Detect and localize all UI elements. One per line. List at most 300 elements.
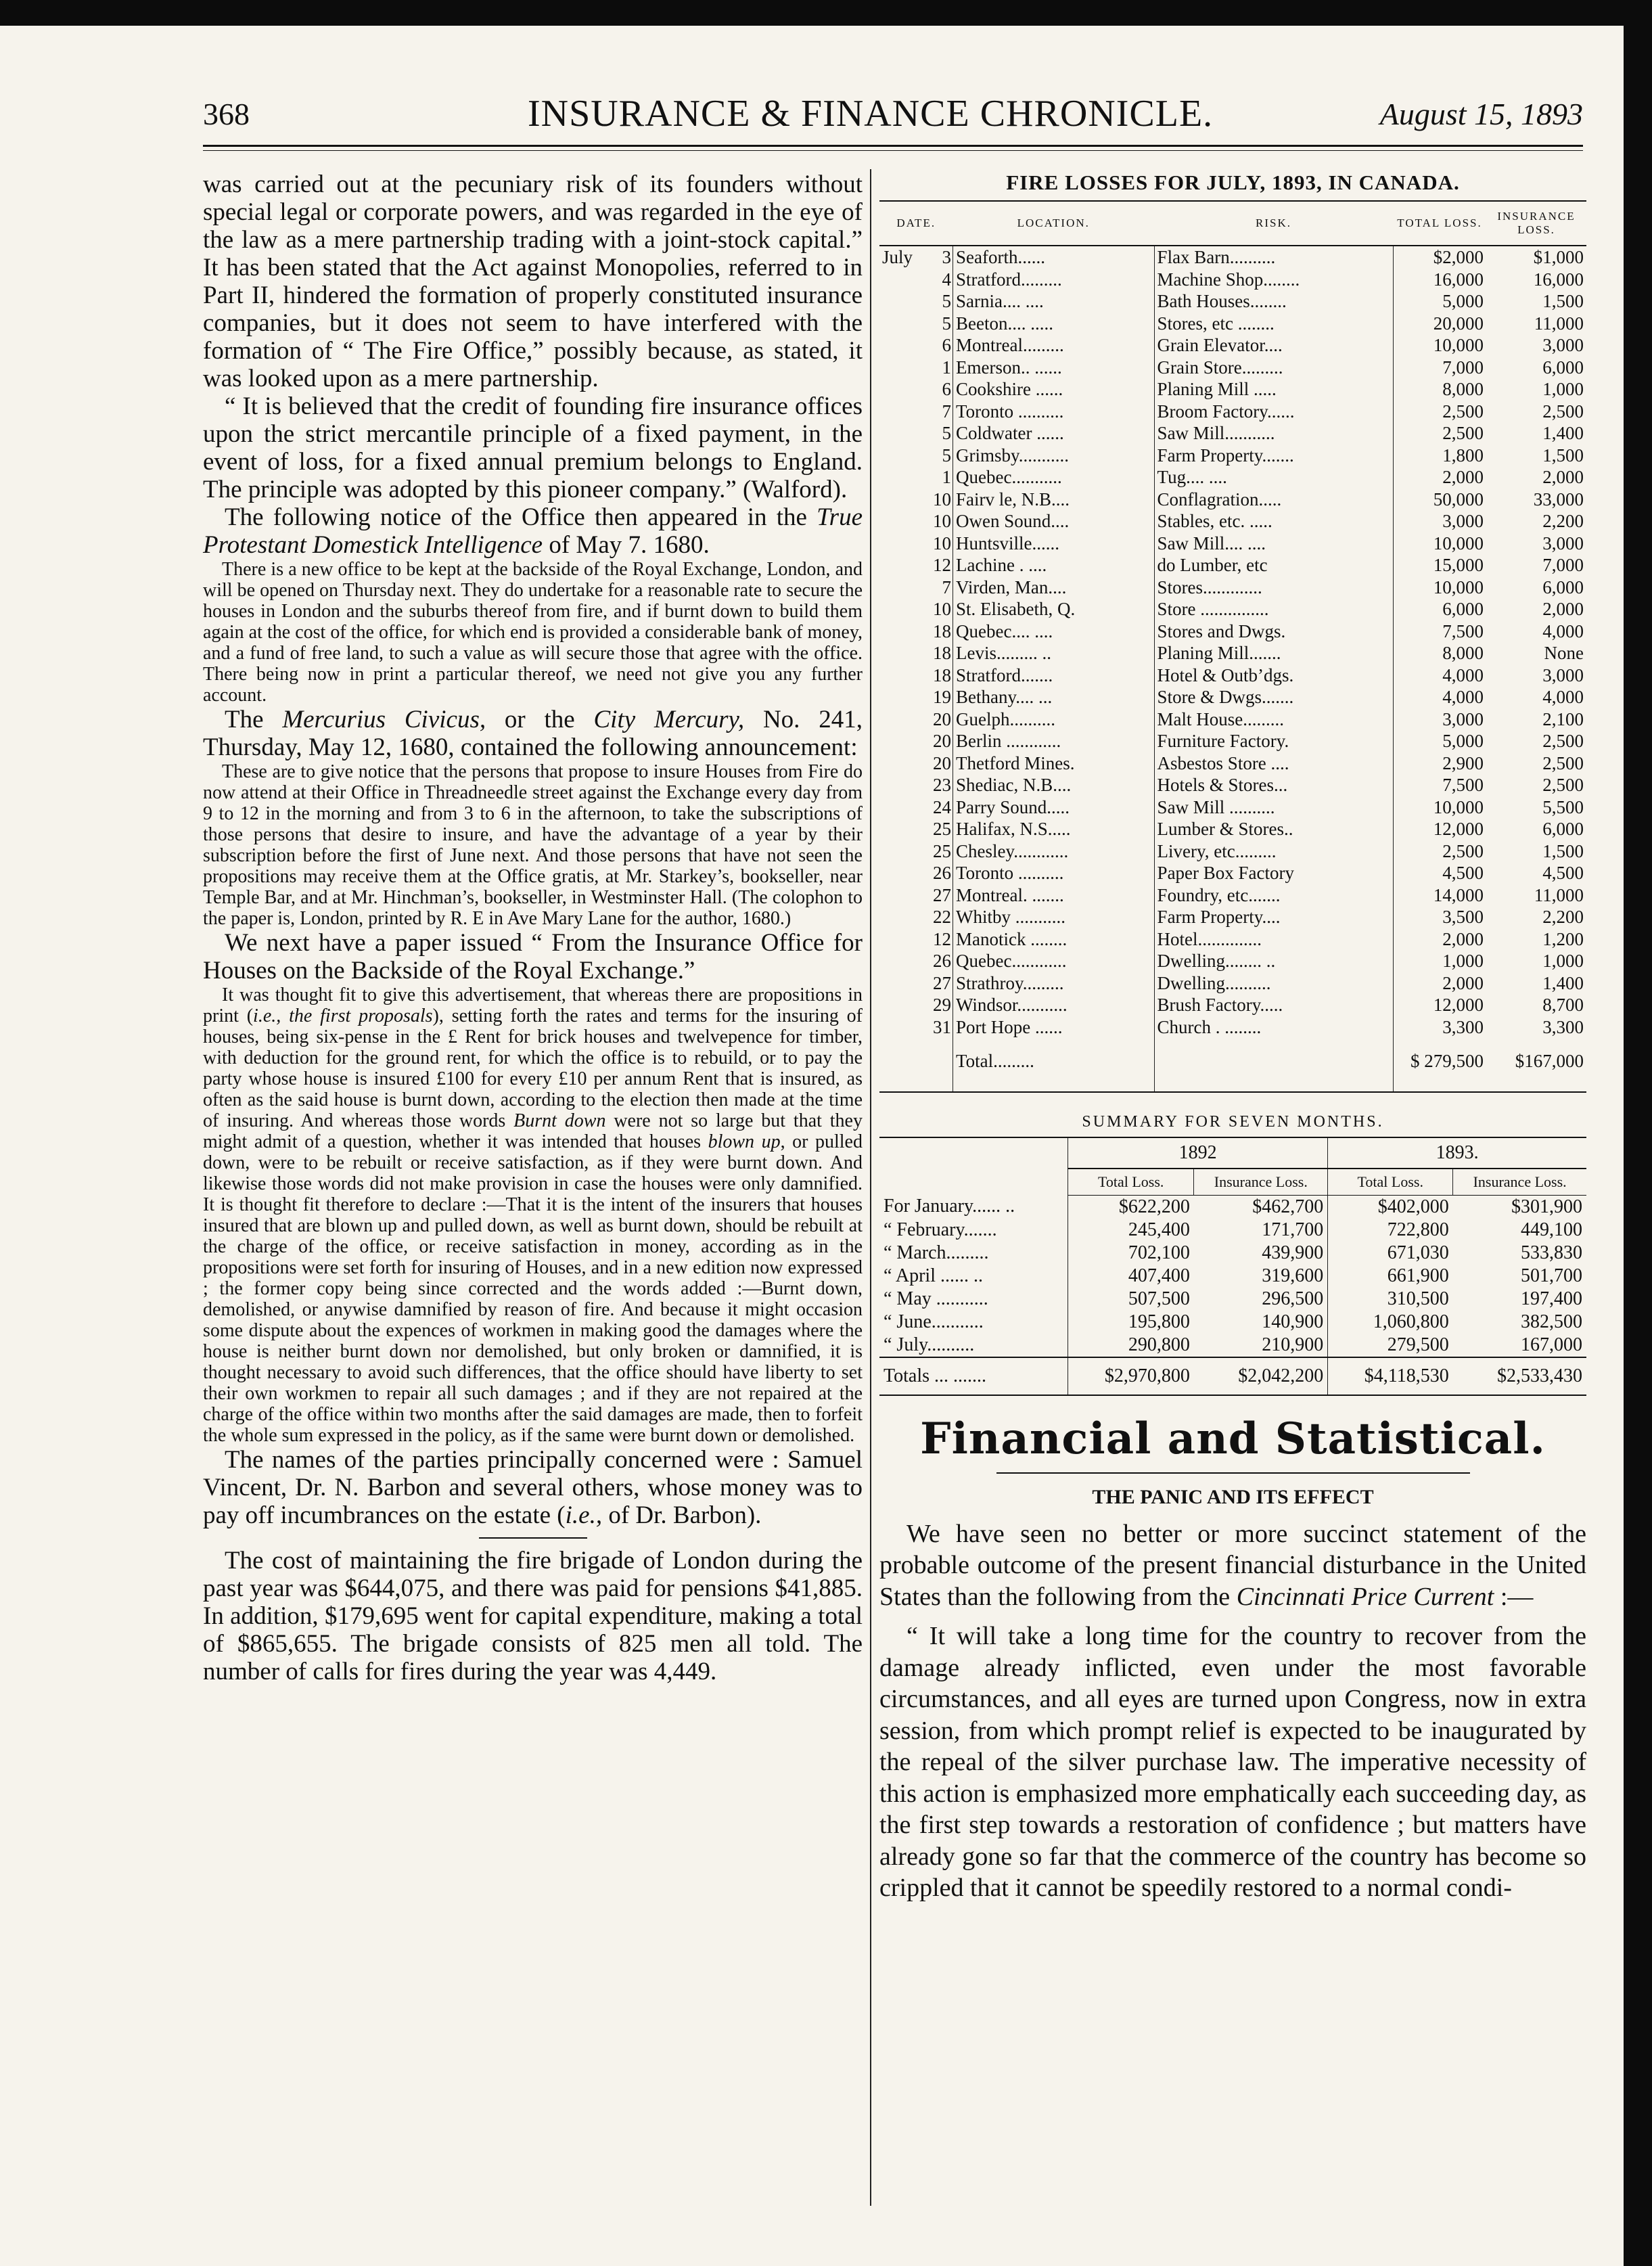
day-cell: 20	[933, 708, 951, 729]
day-cell: 18	[933, 643, 951, 663]
day-cell: 5	[942, 291, 951, 311]
paragraph	[879, 1518, 1586, 1613]
risk-cell: Brush Factory.....	[1154, 994, 1393, 1016]
table-row	[879, 730, 1586, 752]
location-cell: Montreal.........	[953, 334, 1155, 357]
month-cell	[879, 642, 924, 664]
day-cell: 5	[942, 423, 951, 443]
table-row	[879, 994, 1586, 1016]
total-loss-cell: 2,000	[1393, 928, 1486, 951]
header-total-loss: Total Loss.	[1328, 1169, 1453, 1196]
month-label: “ June...........	[884, 1311, 984, 1332]
month-cell	[879, 796, 924, 819]
total-loss-sum: $ 279,500	[1393, 1038, 1486, 1092]
month-cell	[879, 598, 924, 620]
total-loss-1893: $402,000	[1328, 1195, 1453, 1219]
month-label: For January...... ..	[884, 1196, 1015, 1217]
insurance-loss-1893: 449,100	[1521, 1219, 1582, 1240]
day-cell: 6	[942, 379, 951, 399]
risk-cell: Flax Barn..........	[1154, 246, 1393, 269]
month-label: “ March.........	[884, 1242, 989, 1263]
risk-cell: Planing Mill .....	[1154, 378, 1393, 401]
italic-text: blown up	[708, 1131, 781, 1152]
insurance-loss-cell: 1,400	[1542, 972, 1584, 993]
total-loss-cell: 20,000	[1393, 313, 1486, 335]
location-cell: Sarnia.... ....	[953, 290, 1155, 313]
risk-cell: Farm Property....	[1154, 906, 1393, 928]
total-loss-cell: 1,800	[1393, 445, 1486, 467]
day-cell: 12	[933, 555, 951, 575]
day-cell: 31	[933, 1016, 951, 1037]
total-loss-cell: 10,000	[1393, 796, 1486, 819]
risk-cell: Saw Mill...........	[1154, 422, 1393, 445]
newspaper-title: True Protestant Domestick Intelligence	[203, 503, 863, 559]
month-cell	[879, 489, 924, 511]
insurance-loss-1893: 197,400	[1521, 1288, 1582, 1309]
risk-cell: Conflagration.....	[1154, 489, 1393, 511]
risk-cell: Bath Houses........	[1154, 290, 1393, 313]
day-cell: 4	[942, 269, 951, 290]
month-cell	[879, 686, 924, 708]
total-loss-1893: 661,900	[1328, 1265, 1453, 1288]
risk-cell: Saw Mill.... ....	[1154, 532, 1393, 555]
day-cell: 3	[942, 247, 951, 267]
location-cell: Quebec............	[953, 950, 1155, 972]
location-cell: Parry Sound.....	[953, 796, 1155, 819]
total-loss-cell: 5,000	[1393, 730, 1486, 752]
location-cell: Manotick ........	[953, 928, 1155, 951]
insurance-loss-cell: 1,500	[1542, 445, 1584, 466]
insurance-loss-cell: 1,400	[1542, 423, 1584, 443]
newspaper-title: City Mercury,	[593, 706, 745, 733]
table-row	[879, 554, 1586, 576]
total-loss-cell: 2,500	[1393, 401, 1486, 423]
location-cell: Emerson.. ......	[953, 357, 1155, 379]
insurance-loss-cell: 2,500	[1542, 752, 1584, 773]
table-row	[879, 598, 1586, 620]
day-cell: 22	[933, 907, 951, 927]
month-cell	[879, 510, 924, 532]
table-row	[879, 489, 1586, 511]
summary-table	[879, 1137, 1586, 1396]
total-loss-cell: 7,500	[1393, 620, 1486, 643]
risk-cell: Dwelling..........	[1154, 972, 1393, 995]
risk-cell: Stables, etc. .....	[1154, 510, 1393, 532]
month-cell	[879, 862, 924, 884]
location-cell: Whitby ...........	[953, 906, 1155, 928]
location-cell: Cookshire ......	[953, 378, 1155, 401]
table-row	[879, 313, 1586, 335]
summary-row	[879, 1311, 1586, 1334]
paragraph: “ It will take a long time for the country to recover from the damage already inflicted, even under the most favorable circumstances, and all eyes are turned upon Congress, now in extra session, from which prompt relief is expected to be inaugurated by the repeal of the silver purchase law. The imperative necessity of this action is emphasized more emphatically each succeeding day, as the first step towards a restoration of confidence ; but matters have already gone so far that the commerce of the country has become so crippled that it cannot be speedily restored to a normal condi-	[879, 1622, 1586, 1902]
year-1892: 1892	[1068, 1137, 1328, 1169]
month-label: “ April ...... ..	[884, 1265, 983, 1286]
quoted-notice	[203, 984, 863, 1446]
total-loss-1892: 245,400	[1068, 1219, 1194, 1242]
total-loss-1892: 290,800	[1068, 1334, 1194, 1357]
location-cell: Stratford.........	[953, 269, 1155, 291]
summary-totals-row	[879, 1357, 1586, 1395]
total-loss-cell: 7,500	[1393, 774, 1486, 796]
italic-text: i.e.,	[565, 1501, 603, 1529]
risk-cell: Farm Property.......	[1154, 445, 1393, 467]
italic-text: Burnt down	[513, 1110, 606, 1131]
day-cell: 26	[933, 951, 951, 971]
table-row	[879, 378, 1586, 401]
location-cell: Montreal. .......	[953, 884, 1155, 907]
text: The names of the parties principally concerned were : Samuel Vincent, Dr. N. Barbon and several others, whose money was to pay off incumbrances on the estate (	[203, 1446, 863, 1529]
total-loss-1893: 671,030	[1328, 1242, 1453, 1265]
total-loss-cell: 2,500	[1393, 422, 1486, 445]
location-cell: St. Elisabeth, Q.	[953, 598, 1155, 620]
day-cell: 7	[942, 576, 951, 597]
total-loss-cell: 4,500	[1393, 862, 1486, 884]
risk-cell: Saw Mill ..........	[1154, 796, 1393, 819]
text: The	[225, 706, 283, 733]
total-loss-cell: 10,000	[1393, 532, 1486, 555]
month-cell	[879, 708, 924, 731]
insurance-loss-cell: 1,500	[1542, 840, 1584, 861]
table-row	[879, 774, 1586, 796]
location-cell: Thetford Mines.	[953, 752, 1155, 775]
blank-cell	[879, 1038, 924, 1092]
location-cell: Beeton.... .....	[953, 313, 1155, 335]
day-cell: 5	[942, 313, 951, 334]
total-loss-cell: 7,000	[1393, 357, 1486, 379]
location-cell: Berlin ............	[953, 730, 1155, 752]
risk-cell: Planing Mill.......	[1154, 642, 1393, 664]
risk-cell: Lumber & Stores..	[1154, 818, 1393, 840]
table-row	[879, 950, 1586, 972]
table-row	[879, 466, 1586, 489]
location-cell: Lachine . ....	[953, 554, 1155, 576]
table-row	[879, 422, 1586, 445]
total-loss-cell: 2,500	[1393, 840, 1486, 863]
table-row	[879, 1016, 1586, 1039]
month-cell	[879, 290, 924, 313]
header-insurance-loss: Insurance Loss.	[1453, 1169, 1586, 1196]
summary-row	[879, 1288, 1586, 1311]
insurance-loss-cell: 1,500	[1542, 291, 1584, 311]
summary-row	[879, 1195, 1586, 1219]
blank-cell	[1154, 1038, 1393, 1092]
total-loss-cell: 2,900	[1393, 752, 1486, 775]
total-loss-cell: 4,000	[1393, 686, 1486, 708]
total-label: Total.........	[953, 1038, 1155, 1092]
insurance-loss-1892: 296,500	[1262, 1288, 1324, 1309]
location-cell: Grimsby...........	[953, 445, 1155, 467]
risk-cell: Tug.... ....	[1154, 466, 1393, 489]
day-cell: 1	[942, 357, 951, 378]
insurance-loss-1892: 439,900	[1262, 1242, 1324, 1263]
insurance-loss-cell: 2,200	[1542, 511, 1584, 531]
section-rule	[996, 1472, 1470, 1474]
insurance-loss-cell: 1,000	[1542, 379, 1584, 399]
insurance-loss-cell: 33,000	[1533, 489, 1584, 509]
month-label: “ May ...........	[884, 1288, 988, 1309]
insurance-loss-1893: 382,500	[1521, 1311, 1582, 1332]
location-cell: Bethany.... ...	[953, 686, 1155, 708]
total-loss-cell: 10,000	[1393, 576, 1486, 599]
location-cell: Levis......... ..	[953, 642, 1155, 664]
total-loss-cell: 12,000	[1393, 994, 1486, 1016]
column-header-date: DATE.	[879, 201, 953, 246]
table-row	[879, 445, 1586, 467]
text: of Dr. Barbon).	[602, 1501, 762, 1529]
risk-cell: Stores, etc ........	[1154, 313, 1393, 335]
month-cell	[879, 950, 924, 972]
insurance-loss-1892: $462,700	[1252, 1196, 1324, 1217]
paragraph	[203, 503, 863, 559]
month-cell	[879, 313, 924, 335]
day-cell: 12	[933, 928, 951, 949]
day-cell: 23	[933, 775, 951, 795]
risk-cell: Furniture Factory.	[1154, 730, 1393, 752]
risk-cell: Dwelling........ ..	[1154, 950, 1393, 972]
total-loss-cell: 10,000	[1393, 334, 1486, 357]
day-cell: 24	[933, 796, 951, 817]
total-row	[879, 1038, 1586, 1092]
total-loss-1892: 702,100	[1068, 1242, 1194, 1265]
text: of May 7. 1680.	[543, 531, 710, 559]
article-title: THE PANIC AND ITS EFFECT	[1092, 1485, 1374, 1508]
scan-right-border	[1624, 26, 1652, 2266]
table-row	[879, 246, 1586, 269]
summary-row	[879, 1242, 1586, 1265]
risk-cell: Foundry, etc.......	[1154, 884, 1393, 907]
day-cell: 19	[933, 687, 951, 707]
insurance-loss-sum: $167,000	[1486, 1038, 1586, 1092]
newspaper-title: Mercurius Civicus,	[282, 706, 486, 733]
month-cell	[879, 774, 924, 796]
risk-cell: Store ...............	[1154, 598, 1393, 620]
location-cell: Guelph..........	[953, 708, 1155, 731]
italic-text: i.e., the first proposals	[253, 1005, 433, 1026]
total-loss-cell: 8,000	[1393, 642, 1486, 664]
total-loss-cell: 15,000	[1393, 554, 1486, 576]
location-cell: Shediac, N.B....	[953, 774, 1155, 796]
text: It was thought fit to give this advertisement, that whereas there are propositions in print (	[203, 984, 863, 1026]
insurance-loss-cell: 16,000	[1533, 269, 1584, 290]
text: or the	[486, 706, 594, 733]
insurance-loss-cell: 11,000	[1534, 884, 1584, 905]
table-row	[879, 532, 1586, 555]
year-1893: 1893.	[1328, 1137, 1586, 1169]
day-cell: 25	[933, 819, 951, 839]
location-cell: Fairv le, N.B....	[953, 489, 1155, 511]
table-row	[879, 576, 1586, 599]
total-loss-1892: $2,970,800	[1068, 1357, 1194, 1395]
risk-cell: Machine Shop........	[1154, 269, 1393, 291]
table-row	[879, 401, 1586, 423]
risk-cell: Stores.............	[1154, 576, 1393, 599]
day-cell: 29	[933, 995, 951, 1015]
insurance-loss-1893: 167,000	[1521, 1334, 1582, 1355]
table-row	[879, 686, 1586, 708]
month-cell: July	[882, 247, 913, 267]
month-cell	[879, 334, 924, 357]
total-loss-1893: 1,060,800	[1328, 1311, 1453, 1334]
page-header	[203, 87, 1583, 141]
insurance-loss-cell: 2,000	[1542, 599, 1584, 619]
month-cell	[879, 422, 924, 445]
total-loss-cell: 16,000	[1393, 269, 1486, 291]
insurance-loss-1893: $2,533,430	[1453, 1357, 1586, 1395]
table-row	[879, 642, 1586, 664]
insurance-loss-1892: 140,900	[1262, 1311, 1324, 1332]
insurance-loss-1892: 319,600	[1262, 1265, 1324, 1286]
insurance-loss-cell: 2,500	[1542, 731, 1584, 751]
risk-cell: Hotel..............	[1154, 928, 1393, 951]
month-cell	[879, 664, 924, 687]
table-row	[879, 664, 1586, 687]
column-header-insurance-loss: INSURANCE LOSS.	[1486, 201, 1586, 246]
paragraph: “ It is believed that the credit of founding fire insurance offices upon the strict mercantile principle of a fixed payment, in the event of loss, for a fixed annual premium belongs to England. The principle was adopted by this pioneer company.” (Walford).	[203, 392, 863, 503]
insurance-loss-1892: $2,042,200	[1194, 1357, 1328, 1395]
total-loss-cell: 1,000	[1393, 950, 1486, 972]
summary-row	[879, 1219, 1586, 1242]
total-loss-cell: 6,000	[1393, 598, 1486, 620]
insurance-loss-1893: 533,830	[1521, 1242, 1582, 1263]
day-cell: 25	[933, 840, 951, 861]
location-cell: Chesley............	[953, 840, 1155, 863]
section-rule	[479, 1537, 587, 1539]
risk-cell: do Lumber, etc	[1154, 554, 1393, 576]
risk-cell: Grain Elevator....	[1154, 334, 1393, 357]
location-cell: Coldwater ......	[953, 422, 1155, 445]
insurance-loss-1893: 501,700	[1521, 1265, 1582, 1286]
header-total-loss: Total Loss.	[1068, 1169, 1194, 1196]
insurance-loss-cell: 4,000	[1542, 687, 1584, 707]
summary-title: SUMMARY FOR SEVEN MONTHS.	[1082, 1112, 1384, 1131]
month-cell	[879, 357, 924, 379]
table-row	[879, 510, 1586, 532]
table-row	[879, 290, 1586, 313]
month-label: “ July..........	[884, 1334, 975, 1355]
location-cell: Windsor...........	[953, 994, 1155, 1016]
day-cell: 20	[933, 731, 951, 751]
total-loss-cell: 2,000	[1393, 972, 1486, 995]
table-row	[879, 708, 1586, 731]
insurance-loss-cell: 3,000	[1542, 664, 1584, 685]
day-cell: 27	[933, 884, 951, 905]
month-cell	[879, 928, 924, 951]
location-cell: Stratford.......	[953, 664, 1155, 687]
insurance-loss-cell: 4,500	[1542, 863, 1584, 883]
day-cell: 6	[942, 335, 951, 355]
table-row	[879, 862, 1586, 884]
insurance-loss-cell: 4,000	[1542, 620, 1584, 641]
insurance-loss-cell: 3,000	[1542, 335, 1584, 355]
insurance-loss-cell: 2,000	[1542, 467, 1584, 487]
table-row	[879, 269, 1586, 291]
insurance-loss-cell: 3,000	[1542, 532, 1584, 553]
total-loss-cell: 5,000	[1393, 290, 1486, 313]
day-cell: 10	[933, 599, 951, 619]
location-cell: Toronto ..........	[953, 401, 1155, 423]
location-cell: Huntsville......	[953, 532, 1155, 555]
month-cell	[879, 994, 924, 1016]
month-cell	[879, 752, 924, 775]
insurance-loss-cell: 2,100	[1542, 708, 1584, 729]
risk-cell: Church . ........	[1154, 1016, 1393, 1039]
text: We have seen no better or more succinct statement of the probable outcome of the present financial disturbance in the United States than the following from the	[879, 1519, 1586, 1611]
insurance-loss-cell: 2,200	[1542, 907, 1584, 927]
table-row	[879, 752, 1586, 775]
risk-cell: Hotels & Stores...	[1154, 774, 1393, 796]
month-cell	[879, 269, 924, 291]
month-cell	[879, 818, 924, 840]
location-cell: Strathroy.........	[953, 972, 1155, 995]
insurance-loss-cell: 6,000	[1542, 357, 1584, 378]
total-loss-cell: 12,000	[1393, 818, 1486, 840]
month-cell	[879, 378, 924, 401]
header-rule	[203, 145, 1583, 147]
summary-row	[879, 1334, 1586, 1357]
risk-cell: Grain Store.........	[1154, 357, 1393, 379]
risk-cell: Hotel & Outb’dgs.	[1154, 664, 1393, 687]
text: were not so large but that they might admit of a question, whether it was intended that houses	[203, 1110, 863, 1152]
source-title: Cincinnati Price Current	[1236, 1582, 1494, 1611]
total-loss-cell: 3,000	[1393, 708, 1486, 731]
quoted-notice: There is a new office to be kept at the backside of the Royal Exchange, London, and will be opened on Thursday next. They do undertake for a reasonable rate to secure the houses in London and the suburbs thereof from fire, and if burnt down to build them again at the cost of the office, for which end is provided a considerable bank of money, and a fund of free land, to such a value as will secure those that agree with the office. There being now in print a particular thereof, we need not give you any further account.	[203, 559, 863, 706]
day-cell: 18	[933, 664, 951, 685]
insurance-loss-cell: 11,000	[1534, 313, 1584, 334]
location-cell: Toronto ..........	[953, 862, 1155, 884]
day-cell: 20	[933, 752, 951, 773]
quoted-notice: These are to give notice that the persons that propose to insure Houses from Fire do now attend at their Office in Threadneedle street against the Exchange every day from 9 to 12 in the morning and from 3 to 6 in the afternoon, to take the subscriptions of those persons that desire to insure, and have the advantage of a year by their subscription before the first of June next. And those persons that have not seen the propositions may receive them at the Office gratis, at Mr. Starkey’s, bookseller, near Temple Bar, and at Mr. Hinchman’s, bookseller, in Westminster Hall. (The colophon to the paper is, London, printed by R. E in Ave Mary Lane for the author, 1680.)	[203, 761, 863, 929]
right-column	[879, 171, 1586, 1904]
day-cell: 7	[942, 401, 951, 422]
insurance-loss-cell: 6,000	[1542, 576, 1584, 597]
insurance-loss-cell: None	[1544, 643, 1584, 663]
header-rule-thin	[203, 150, 1583, 151]
location-cell: Quebec.... ....	[953, 620, 1155, 643]
month-cell	[879, 972, 924, 995]
table-row	[879, 840, 1586, 863]
insurance-loss-cell: 8,700	[1542, 995, 1584, 1015]
total-loss-1893: 279,500	[1328, 1334, 1453, 1357]
risk-cell: Asbestos Store ....	[1154, 752, 1393, 775]
total-loss-cell: 3,000	[1393, 510, 1486, 532]
month-cell	[879, 554, 924, 576]
scan-top-border	[0, 0, 1652, 26]
month-cell	[879, 840, 924, 863]
total-loss-1893: 722,800	[1328, 1219, 1453, 1242]
paragraph	[203, 706, 863, 761]
summary-row	[879, 1265, 1586, 1288]
month-cell	[879, 466, 924, 489]
table-row	[879, 884, 1586, 907]
insurance-loss-cell: 7,000	[1542, 555, 1584, 575]
day-cell: 5	[942, 445, 951, 466]
column-divider	[870, 169, 871, 2206]
table-row	[879, 796, 1586, 819]
text: The following notice of the Office then appeared in the	[225, 503, 817, 531]
paragraph	[203, 1446, 863, 1529]
location-cell: Seaforth......	[953, 246, 1155, 269]
month-cell	[879, 906, 924, 928]
total-loss-1892: 195,800	[1068, 1311, 1194, 1334]
header-insurance-loss: Insurance Loss.	[1194, 1169, 1328, 1196]
column-header-risk: RISK.	[1154, 201, 1393, 246]
insurance-loss-cell: $1,000	[1533, 247, 1584, 267]
month-cell	[879, 401, 924, 423]
insurance-loss-cell: 1,000	[1542, 951, 1584, 971]
insurance-loss-cell: 5,500	[1542, 796, 1584, 817]
risk-cell: Stores and Dwgs.	[1154, 620, 1393, 643]
page-number: 368	[203, 97, 250, 131]
